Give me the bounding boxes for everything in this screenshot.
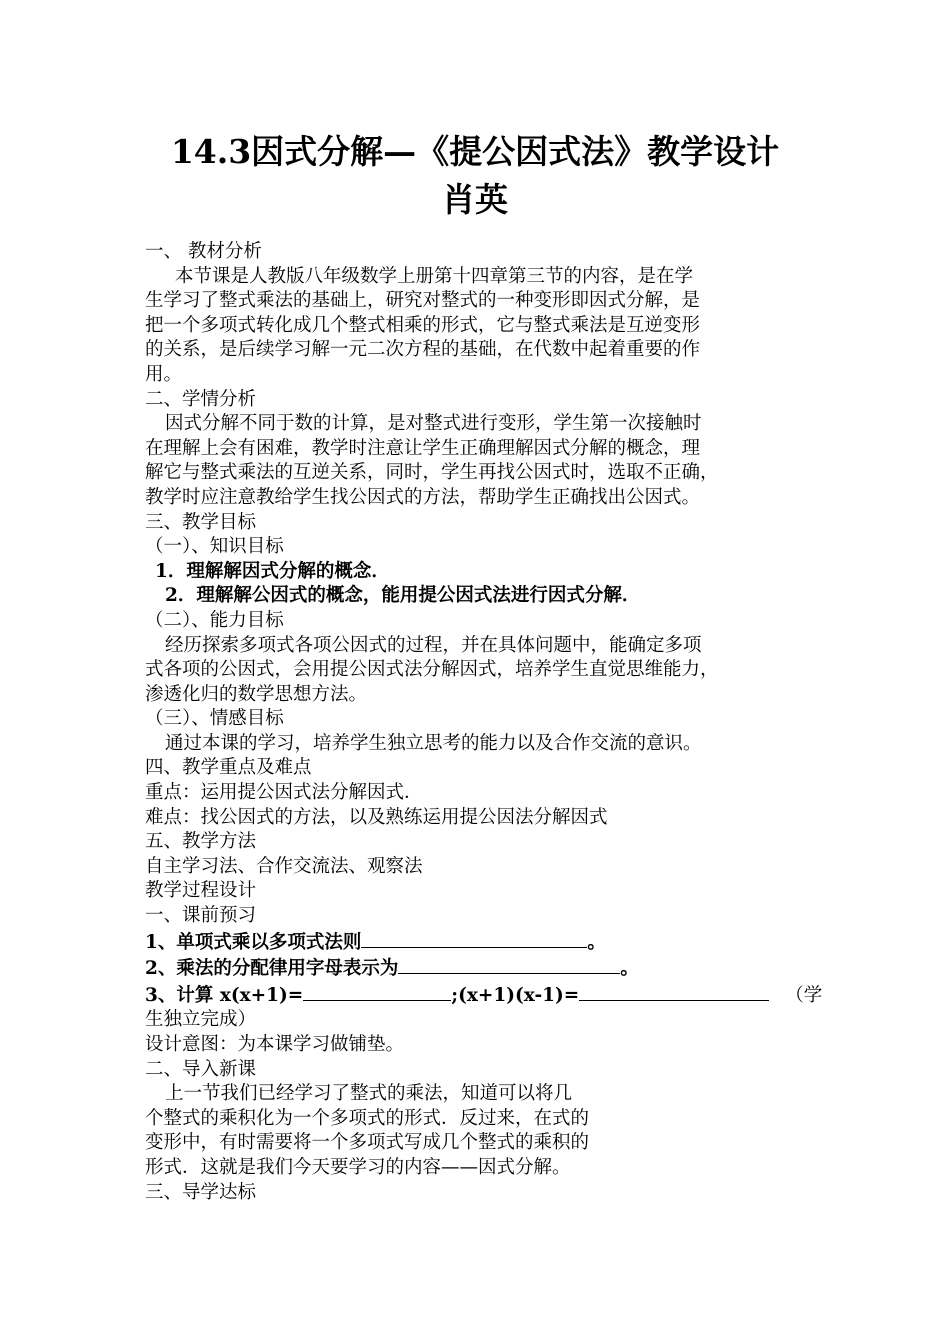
- section-heading: 一、 教材分析: [145, 241, 262, 262]
- section-heading: 教学过程设计: [145, 880, 257, 902]
- section-heading: 五、教学方法: [145, 831, 257, 853]
- section-heading: 三、教学目标: [145, 511, 257, 533]
- subsection-heading: （二）、能力目标: [145, 609, 284, 631]
- answer-blank[interactable]: [579, 982, 769, 1001]
- paragraph-line: 的关系，是后续学习解一元二次方程的基础，在代数中起着重要的作: [145, 339, 701, 361]
- paragraph-line: 形式．这就是我们今天要学习的内容——因式分解。: [145, 1156, 571, 1178]
- paragraph-line: 生学习了整式乘法的基础上，研究对整式的一种变形即因式分解，是: [145, 290, 701, 312]
- paragraph-line: 渗透化归的数学思想方法。: [145, 683, 368, 705]
- difficult-point: 难点：找公因式的方法，以及熟练运用提公因法分解因式: [145, 806, 608, 828]
- paragraph-line: 式各项的公因式，会用提公因式法分解因式，培养学生直觉思维能力，: [145, 659, 719, 681]
- paragraph-line: 本节课是人教版八年级数学上册第十四章第三节的内容，是在学: [175, 265, 694, 287]
- exercise-2-end: 。: [620, 958, 639, 980]
- exercise-3-label: 3、计算 x(x+1)=: [145, 984, 304, 1006]
- subsection-heading: （三）、情感目标: [145, 708, 284, 730]
- document-title: 14.3因式分解—《提公因式法》教学设计: [170, 132, 780, 171]
- paragraph-line: 经历探索多项式各项公因式的过程，并在具体问题中，能确定多项: [165, 634, 702, 656]
- exercise-3: [145, 982, 825, 1009]
- objective-item: 2．理解解公因式的概念，能用提公因式法进行因式分解．: [165, 585, 641, 607]
- exercise-2: [145, 955, 825, 982]
- paragraph-line: 在理解上会有困难，教学时注意让学生正确理解因式分解的概念，理: [145, 437, 701, 459]
- paragraph-line: 变形中，有时需要将一个多项式写成几个整式的乘积的: [145, 1132, 590, 1154]
- paragraph-line: 设计意图：为本课学习做铺垫。: [145, 1034, 405, 1055]
- paragraph-line: 用。: [145, 363, 183, 385]
- document-author: 肖英: [442, 180, 508, 219]
- paragraph-line: 教学时应注意教给学生找公因式的方法，帮助学生正确找出公因式。: [145, 486, 701, 508]
- exercise-1-end: 。: [587, 931, 606, 953]
- section-heading: 四、教学重点及难点: [145, 757, 312, 779]
- paragraph-line: 解它与整式乘法的互逆关系，同时，学生再找公因式时，选取不正确，: [145, 462, 719, 484]
- exercise-3-continuation: 生独立完成）: [145, 1009, 257, 1031]
- section-heading: 一、课前预习: [145, 905, 257, 927]
- objective-item: 1．理解解因式分解的概念．: [155, 560, 390, 582]
- key-point: 重点：运用提公因式法分解因式．: [145, 782, 423, 804]
- exercise-2-label: 2、乘法的分配律用字母表示为: [145, 958, 399, 980]
- exercise-3-tail: （学: [785, 984, 823, 1006]
- paragraph-line: 个整式的乘积化为一个多项式的形式．反过来，在式的: [145, 1107, 590, 1129]
- exercise-3-mid: ;(x+1)(x-1)=: [451, 984, 580, 1006]
- paragraph-line: 通过本课的学习，培养学生独立思考的能力以及合作交流的意识。: [165, 732, 702, 754]
- document-body: [145, 240, 825, 1205]
- section-heading: 二、学情分析: [145, 388, 257, 410]
- answer-blank[interactable]: [303, 982, 451, 1001]
- paragraph-line: 因式分解不同于数的计算，是对整式进行变形，学生第一次接触时: [165, 413, 702, 435]
- section-heading: 二、导入新课: [145, 1058, 257, 1080]
- paragraph-line: 把一个多项式转化成几个整式相乘的形式，它与整式乘法是互逆变形: [145, 314, 701, 336]
- answer-blank[interactable]: [361, 929, 587, 948]
- exercise-1-label: 1、单项式乘以多项式法则: [145, 931, 362, 953]
- paragraph-line: 上一节我们已经学习了整式的乘法，知道可以将几: [165, 1083, 573, 1105]
- subsection-heading: （一）、知识目标: [145, 536, 284, 558]
- answer-blank[interactable]: [398, 955, 620, 974]
- paragraph-line: 自主学习法、合作交流法、观察法: [145, 855, 423, 877]
- section-heading: 三、导学达标: [145, 1181, 257, 1203]
- exercise-1: [145, 929, 825, 956]
